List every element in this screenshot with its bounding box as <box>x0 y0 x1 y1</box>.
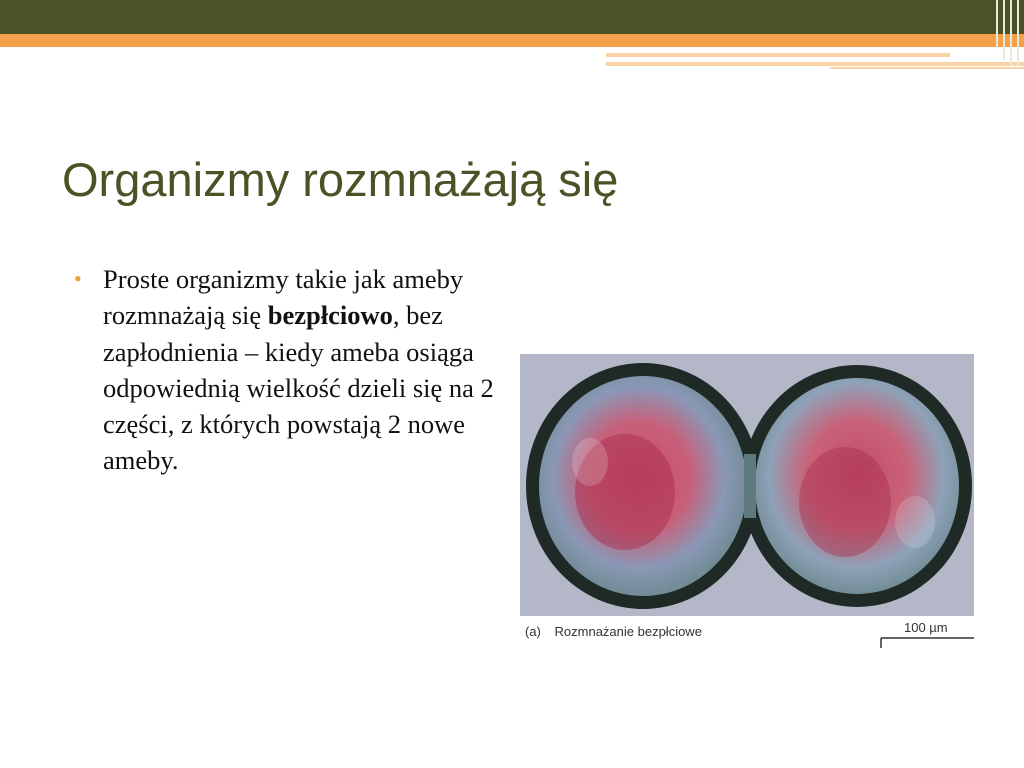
figure-caption-text: Rozmnażanie bezpłciowe <box>554 624 702 639</box>
header-stripe <box>606 53 950 57</box>
header-stripe <box>830 67 1024 69</box>
header-vertical-stripe <box>996 0 998 48</box>
bullet-paragraph <box>74 261 508 479</box>
bullet-text-bold: bezpłciowo <box>267 300 393 331</box>
scale-bar-label: 100 µm <box>904 620 948 635</box>
amoeba-micrograph-image <box>520 352 974 652</box>
header-vertical-stripe <box>1017 0 1019 66</box>
header-vertical-stripe <box>1003 0 1005 60</box>
slide-title: Organizmy rozmnażają się <box>62 153 619 206</box>
header-vertical-stripe <box>1010 0 1012 66</box>
bullet-text <box>78 261 508 479</box>
header-stripe <box>606 62 1024 66</box>
header-dark-band <box>0 0 1024 34</box>
bullet-icon: • <box>74 266 82 291</box>
figure-caption <box>525 624 702 639</box>
bullet-text-end: , bez zapłodnienia – kiedy ameba osiąga odpowiednią wielkość dzieli się na 2 części, z których powstają 2 nowe ameby. <box>103 300 494 476</box>
amoeba-division-photo <box>520 352 974 652</box>
bullet-text-start: Proste organizmy takie jak ameby rozmnażają się <box>103 264 464 331</box>
figure-label: (a) <box>525 624 541 639</box>
header-orange-band <box>0 34 1024 47</box>
